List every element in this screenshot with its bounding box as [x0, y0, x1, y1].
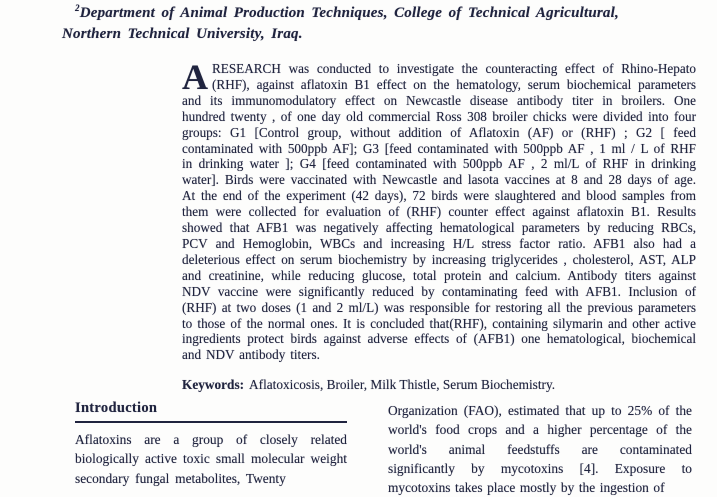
abstract-dropcap: A [182, 57, 208, 97]
right-column [388, 401, 692, 497]
abstract-paragraph [182, 57, 696, 363]
affiliation-marker: 2 [75, 3, 80, 13]
affiliation-line-1 [62, 3, 662, 24]
affiliation-line-1-text: Department of Animal Production Techniques, College of Technical Agricultural, [79, 5, 619, 21]
abstract-section [182, 57, 696, 393]
keywords-text: Aflatoxicosis, Broiler, Milk Thistle, Serum Biochemistry. [249, 377, 556, 393]
keywords-line [182, 377, 696, 393]
keywords-label: Keywords: [182, 377, 245, 393]
introduction-paragraph: Aflatoxins are a group of closely related biologically active toxic small molecular weight secondary fungal metabolites, Twenty [75, 432, 347, 486]
affiliation-line-2: Northern Technical University, Iraq. [62, 25, 303, 42]
abstract-body-text: RESEARCH was conducted to investigate the counteracting effect of Rhino-Hepato (RHF), against aflatoxin B1 effect on the hematology, serum biochemical parameters and its immunomodulatory effect on Newcastle disease antibody titer in broilers. One hundred twenty , of one day old commercial Ross 308 broiler chicks were divided into four groups: G1 [Control group, without addition of Aflatoxin (AF) or (RHF) ; G2 [ feed contaminated with 500ppb AF]; G3 [feed contaminated with 500ppb AF , 1 ml / L of RHF in drinking water ]; G4 [feed contaminated with 500ppb AF , 2 ml/L of RHF in drinking water]. Birds were vaccinated with Newcastle and lasota vaccines at 8 and 28 days of age. At the end of the experiment (42 days), 72 birds were slaughtered and blood samples from them were collected for evaluation of (RHF) counter effect against aflatoxin B1. Results showed that AFB1 was negatively affecting hematological parameters by reducing RBCs, PCV and Hemoglobin, WBCs and increasing H/L stress factor ratio. AFB1 also had a deleterious effect on serum biochemistry by increasing triglycerides , cholesterol, AST, ALP and creatinine, while reducing glucose, total protein and calcium. Antibody titers against NDV vaccine were significantly reduced by contaminating feed with AFB1. Inclusion of (RHF) at two doses (1 and 2 ml/L) was responsible for restoring all the previous parameters to those of the normal ones. It is concluded that(RHF), containing silymarin and other active ingredients protect birds against adverse effects of (AFB1) one hematological, biochemical and NDV antibody titers. [182, 61, 696, 363]
right-column-paragraph: Organization (FAO), estimated that up to 25% of the world's food crops and a higher percentage of the world's animal feedstuffs are contaminated significantly by mycotoxins [4]. Exposure to mycotoxins takes place mostly by the ingestion of [388, 403, 692, 496]
left-column [75, 400, 347, 488]
introduction-heading: Introduction [75, 400, 347, 423]
affiliation [62, 3, 662, 44]
